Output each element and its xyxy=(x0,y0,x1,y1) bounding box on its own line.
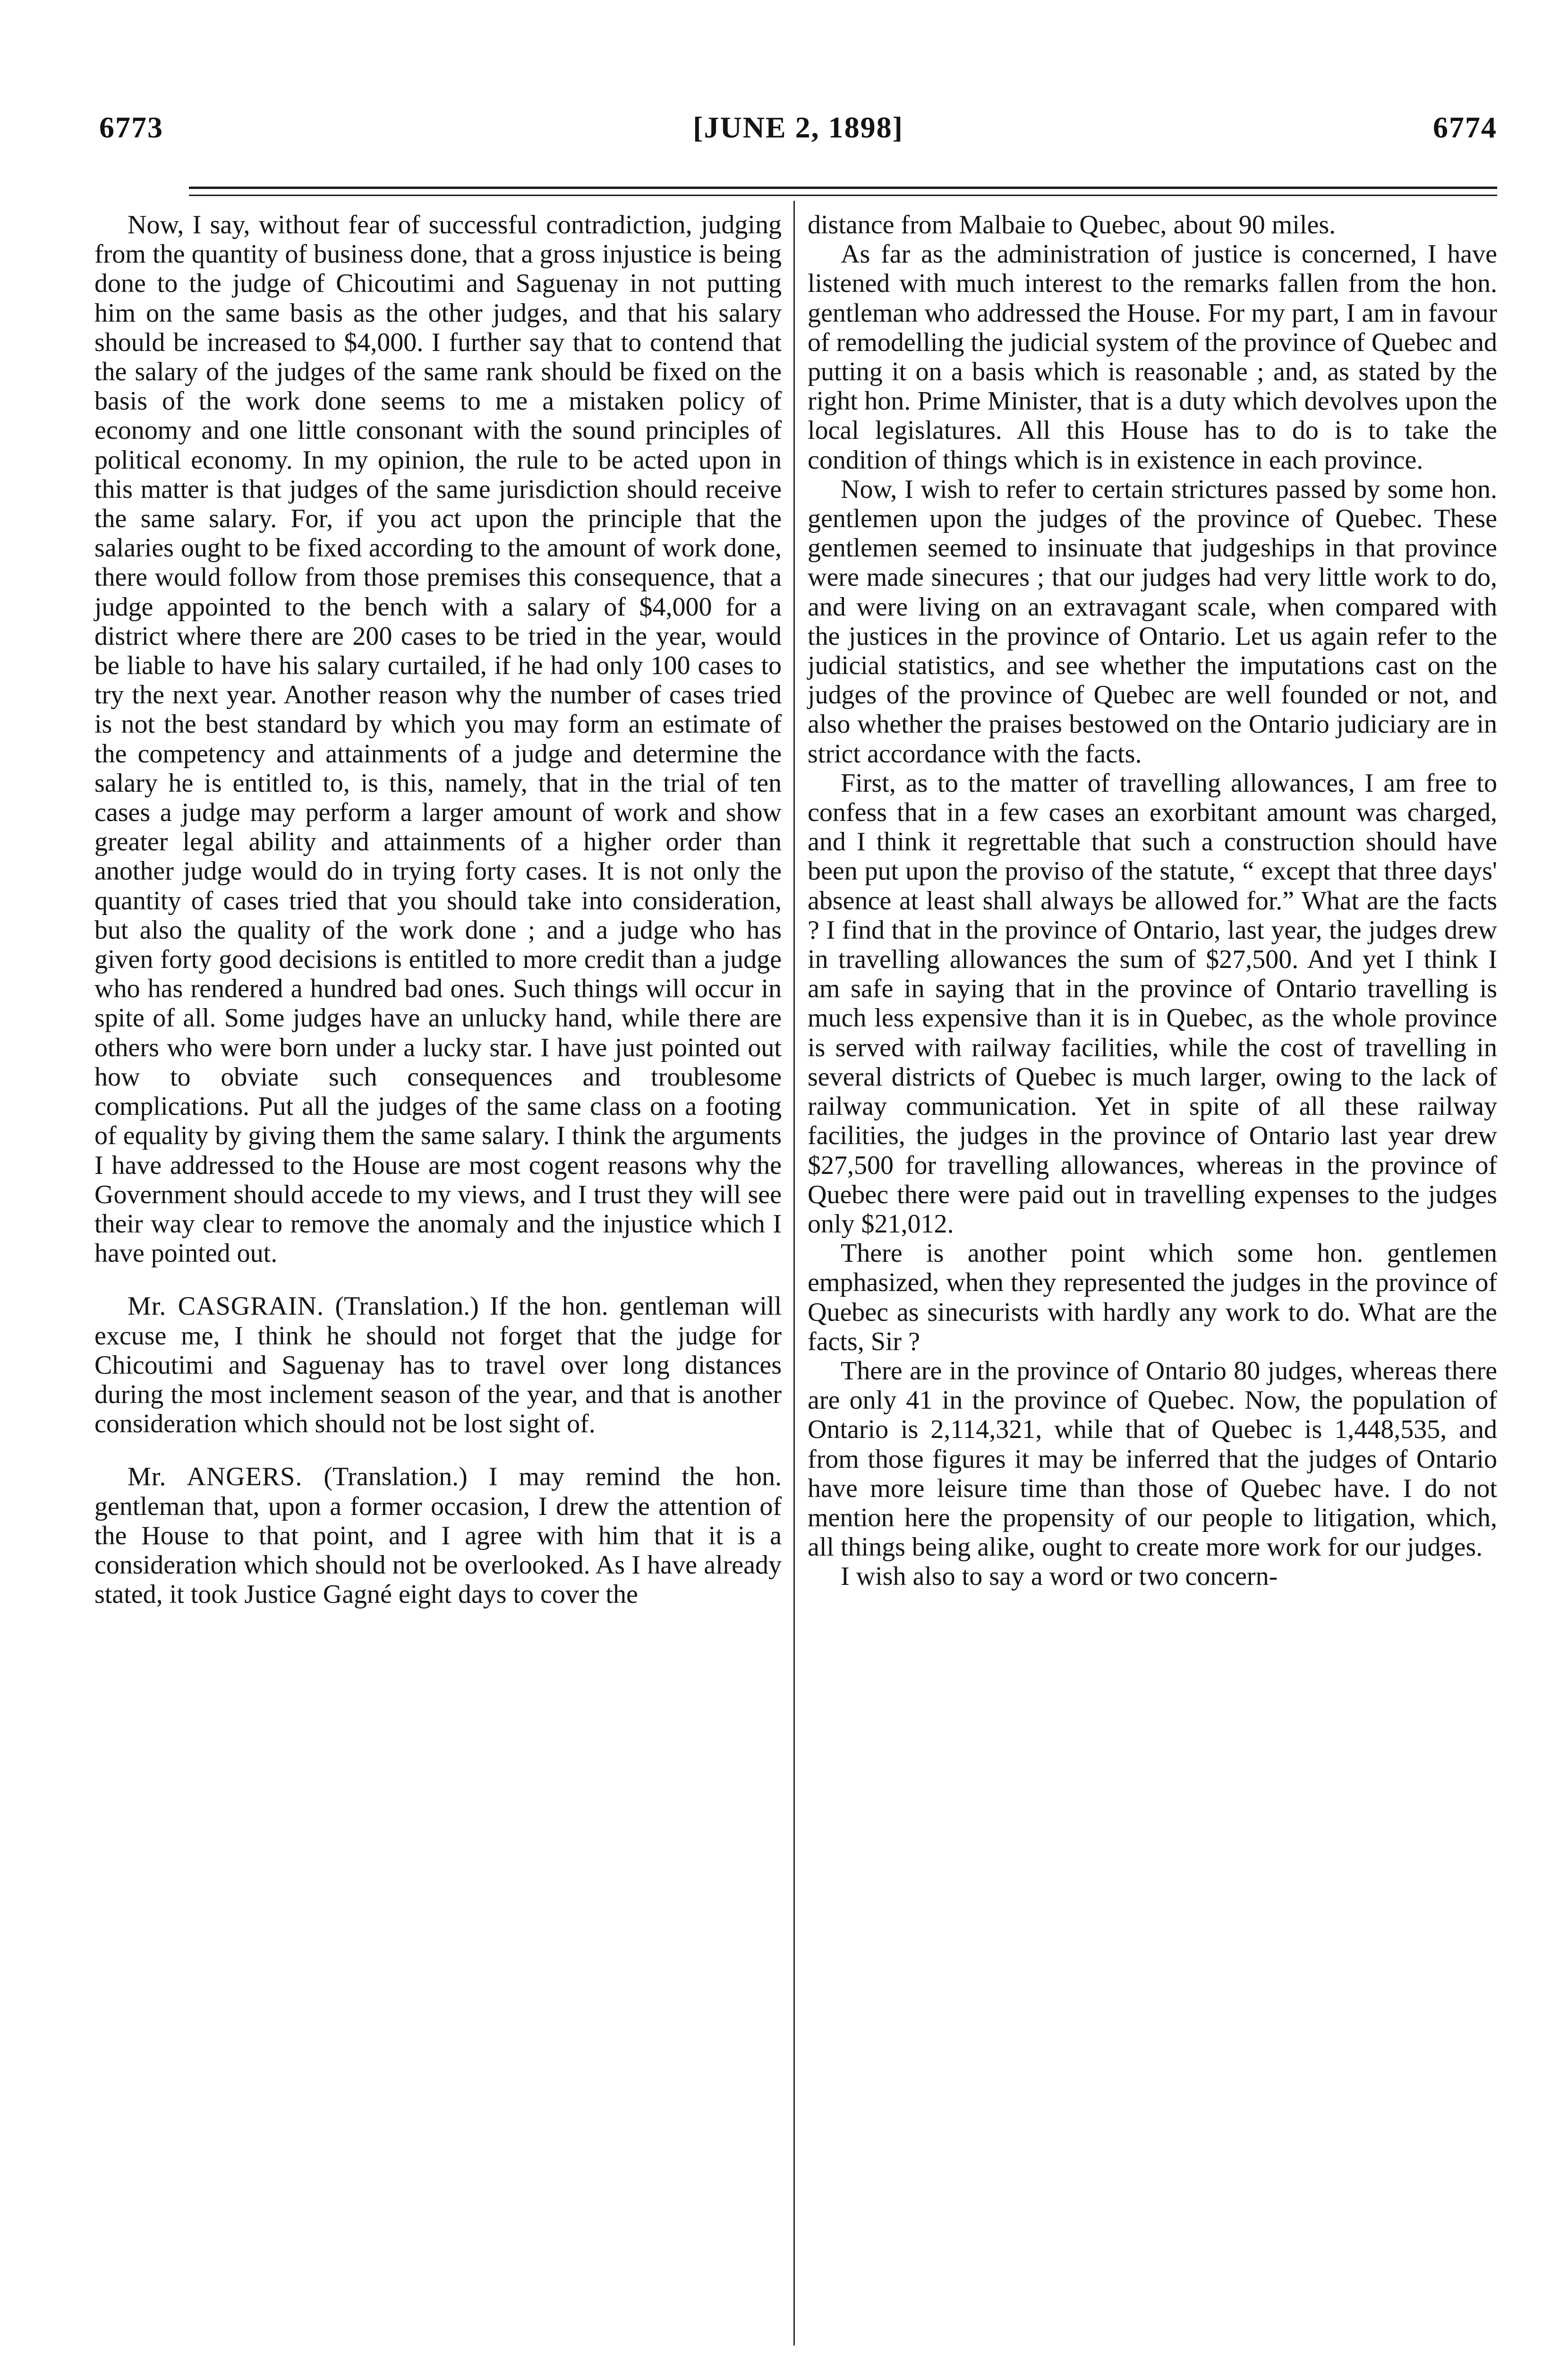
left-page-number: 6773 xyxy=(99,111,163,144)
header-rule-bottom xyxy=(189,195,1497,196)
right-paragraph-2: As far as the administration of justice is concerned, I have listened with much interest to the remarks fallen from the hon. gentleman who addressed the House. For my part, I am in favour of remodelling the judicial system of the province of Quebec and putting it on a basis which is reasonable ; and, as stated by the right hon. Prime Minister, that is a duty which devolves upon the local legislatures. All this House has to do is to take the condition of things which is in existence in each province. xyxy=(808,240,1497,475)
right-column xyxy=(808,210,1497,1592)
page-header xyxy=(99,102,1497,154)
header-rule-top xyxy=(189,187,1497,189)
right-paragraph-5: There is another point which some hon. gentlemen emphasized, when they represented the judges in the province of Quebec as sinecurists with hardly any work to do. What are the facts, Sir ? xyxy=(808,1239,1497,1356)
casgrain-remark: (Translation.) If the hon. gentleman will excuse me, I think he should not forget that the judge for Chicoutimi and Saguenay has to travel over long distances during the most inclement season of the year, and that is another consideration which should not be lost sight of. xyxy=(94,1292,782,1439)
left-paragraph-2 xyxy=(94,1292,782,1438)
right-page-number: 6774 xyxy=(1433,111,1497,144)
right-paragraph-3: Now, I wish to refer to certain strictures passed by some hon. gentlemen upon the judges of the province of Quebec. These gentlemen seemed to insinuate that judgeships in that province were made sinecures ; that our judges had very little work to do, and were living on an extravagant scale, when compared with the justices in the province of Ontario. Let us again refer to the judicial statistics, and see whether the imputations cast on the judges of the province of Quebec are well founded or not, and also whether the praises bestowed on the Ontario judiciary are in strict accordance with the facts. xyxy=(808,474,1497,769)
left-column xyxy=(94,210,782,1609)
right-paragraph-4: First, as to the matter of travelling allowances, I am free to confess that in a few cases an exorbitant amount was charged, and I think it regrettable that such a construction should have been put upon the proviso of the statute, “ except that three days' absence at least shall always be allowed for.” What are the facts ? I find that in the province of Ontario, last year, the judges drew in travelling allowances the sum of $27,500. And yet I think I am safe in saying that in the province of Ontario travelling is much less expensive than it is in Quebec, as the whole province is served with railway facilities, while the cost of travelling in several districts of Quebec is much larger, owing to the lack of railway communication. Yet in spite of all these railway facilities, the judges in the province of Ontario last year drew $27,500 for travelling allowances, whereas in the province of Quebec there were paid out in travelling expenses to the judges only $21,012. xyxy=(808,768,1497,1239)
speaker-casgrain: Mr. CASGRAIN. xyxy=(128,1292,324,1321)
right-paragraph-1: distance from Malbaie to Quebec, about 90 miles. xyxy=(808,210,1336,240)
right-paragraph-6: There are in the province of Ontario 80 judges, whereas there are only 41 in the province of Quebec. Now, the population of Ontario is 2,114,321, while that of Quebec is 1,448,535, and from those figures it may be inferred that the judges of Ontario have more leisure time than those of Quebec have. I do not mention here the propensity of our people to litigation, which, all things being alike, ought to create more work for our judges. xyxy=(808,1356,1497,1562)
page-date: [JUNE 2, 1898] xyxy=(693,111,903,144)
column-divider xyxy=(793,201,795,2345)
speaker-angers: Mr. ANGERS. xyxy=(128,1462,303,1492)
left-paragraph-1: Now, I say, without fear of successful contradiction, judging from the quantity of business done, that a gross injustice is being done to the judge of Chicoutimi and Saguenay in not putting him on the same basis as the other judges, and that his salary should be increased to $4,000. I further say that to contend that the salary of the judges of the same rank should be fixed on the basis of the work done seems to me a mistaken policy of economy and one little consonant with the sound principles of political economy. In my opinion, the rule to be acted upon in this matter is that judges of the same jurisdiction should receive the same salary. For, if you act upon the principle that the salaries ought to be fixed according to the amount of work done, there would follow from those premises this consequence, that a judge appointed to the bench with a salary of $4,000 for a district where there are 200 cases to be tried in the year, would be liable to have his salary curtailed, if he had only 100 cases to try the next year. Another reason why the number of cases tried is not the best standard by which you may form an estimate of the competency and attainments of a judge and determine the salary he is entitled to, is this, namely, that in the trial of ten cases a judge may perform a larger amount of work and show greater legal ability and attainments of a higher order than another judge would do in trying forty cases. It is not only the quantity of cases tried that you should take into consideration, but also the quality of the work done ; and a judge who has given forty good decisions is entitled to more credit than a judge who has rendered a hundred bad ones. Such things will occur in spite of all. Some judges have an unlucky hand, while there are others who were born under a lucky star. I have just pointed out how to obviate such consequences and troublesome complications. Put all the judges of the same class on a footing of equality by giving them the same salary. I think the arguments I have addressed to the House are most cogent reasons why the Government should accede to my views, and I trust they will see their way clear to remove the anomaly and the injustice which I have pointed out. xyxy=(94,210,782,1268)
right-paragraph-7: I wish also to say a word or two concern- xyxy=(841,1562,1278,1592)
left-paragraph-3 xyxy=(94,1462,782,1609)
angers-remark: (Translation.) I may remind the hon. gentleman that, upon a former occasion, I drew the attention of the House to that point, and I agree with him that it is a consideration which should not be overlooked. As I have already stated, it took Justice Gagné eight days to cover the xyxy=(94,1462,782,1609)
